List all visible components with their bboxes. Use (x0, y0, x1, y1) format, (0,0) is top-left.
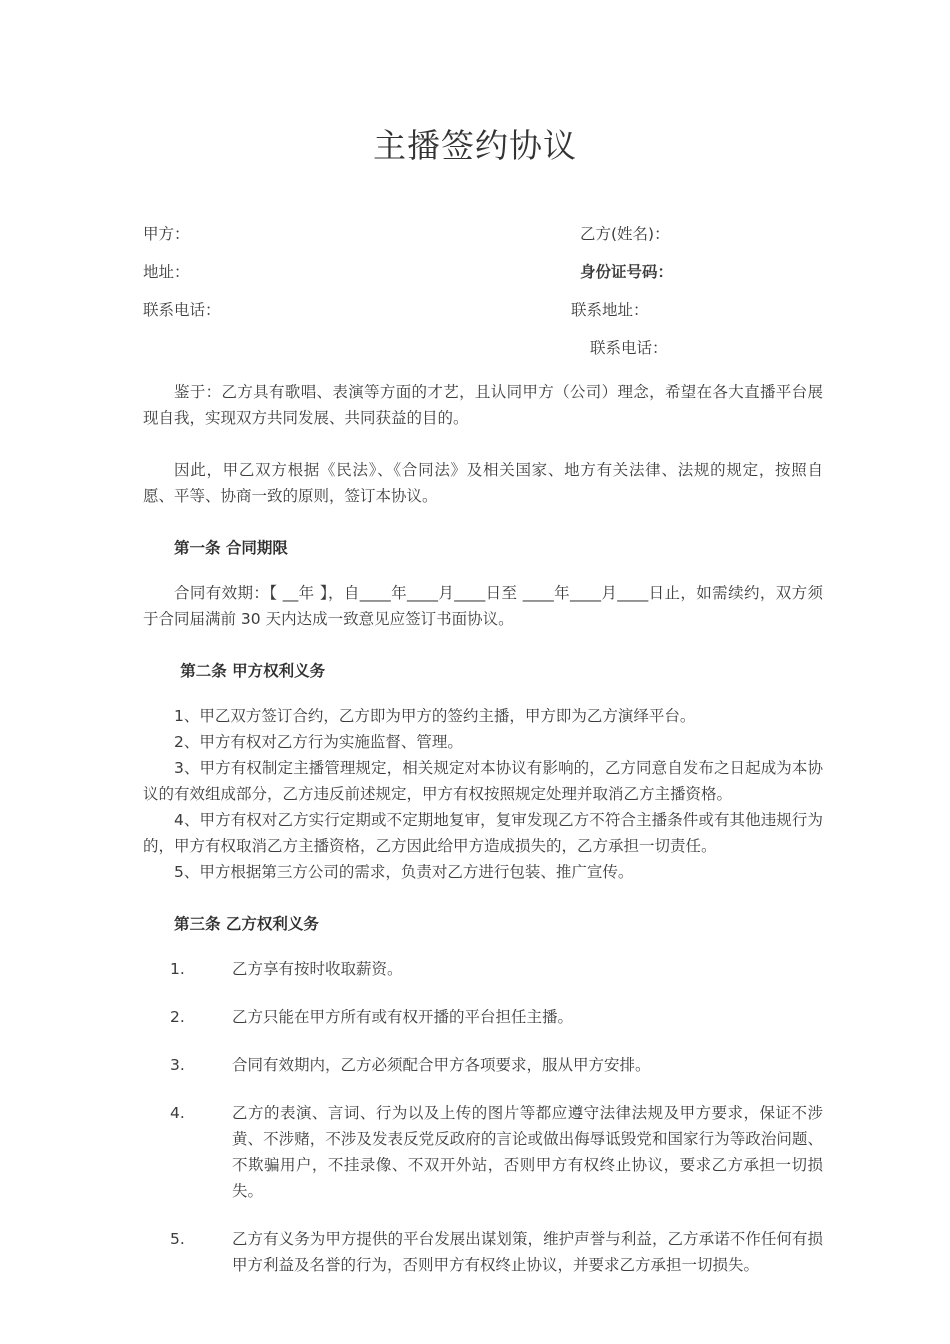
article-2-item: 2、甲方有权对乙方行为实施监督、管理。 (174, 733, 463, 751)
party-information-block (143, 215, 823, 367)
spacer (143, 632, 823, 658)
spacer (143, 509, 823, 535)
list-item (143, 1052, 823, 1078)
list-item (143, 1226, 823, 1278)
list-item-text: 乙方只能在甲方所有或有权开播的平台担任主播。 (232, 1008, 574, 1026)
spacer (143, 431, 823, 457)
spacer (143, 885, 823, 911)
article-1-body: 合同有效期：【 __年 】，自____年____月____日至 ____年____月____日止，如需续约，双方须于合同届满前 30 天内达成一致意见应签订书面协议。 (143, 584, 823, 628)
spacer (143, 937, 823, 956)
list-item-text: 合同有效期内，乙方必须配合甲方各项要求，服从甲方安排。 (232, 1056, 651, 1074)
party-b-contact-phone-label: 联系电话： (590, 339, 668, 357)
party-b-id-number-label: 身份证号码： (580, 263, 674, 281)
list-item-number: 5. (170, 1230, 185, 1248)
article-2-item-list (143, 703, 823, 885)
preamble-paragraph-1: 鉴于：乙方具有歌唱、表演等方面的才艺，且认同甲方（公司）理念，希望在各大直播平台展现自我，实现双方共同发展、共同获益的目的。 (143, 383, 823, 427)
party-row (143, 329, 823, 367)
preamble-paragraph-2: 因此，甲乙双方根据《民法》、《合同法》及相关国家、地方有关法律、法规的规定，按照自愿、平等、协商一致的原则，签订本协议。 (143, 461, 823, 505)
article-2-heading: 第二条 甲方权利义务 (180, 662, 326, 680)
party-b-name-label: 乙方(姓名)： (580, 225, 670, 243)
article-2-item: 4、甲方有权对乙方实行定期或不定期地复审，复审发现乙方不符合主播条件或有其他违规行为的，甲方有权取消乙方主播资格，乙方因此给甲方造成损失的，乙方承担一切责任。 (143, 811, 823, 855)
list-item-number: 1. (170, 960, 185, 978)
article-2-item: 5、甲方根据第三方公司的需求，负责对乙方进行包装、推广宣传。 (174, 863, 634, 881)
list-item-number: 3. (170, 1056, 185, 1074)
article-2-item: 3、甲方有权制定主播管理规定，相关规定对本协议有影响的，乙方同意自发布之日起成为本协议的有效组成部分，乙方违反前述规定，甲方有权按照规定处理并取消乙方主播资格。 (143, 759, 823, 803)
page-title: 主播签约协议 (373, 126, 577, 165)
document-body (143, 379, 823, 1278)
list-item (143, 1100, 823, 1204)
party-row (143, 253, 823, 291)
list-item (143, 956, 823, 982)
article-1-heading: 第一条 合同期限 (174, 539, 288, 557)
article-2-item: 1、甲乙双方签订合约，乙方即为甲方的签约主播，甲方即为乙方演绎平台。 (174, 707, 696, 725)
list-item-text: 乙方的表演、言词、行为以及上传的图片等都应遵守法律法规及甲方要求，保证不涉黄、不涉赌，不涉及发表反党反政府的言论或做出侮辱诋毁党和国家行为等政治问题、不欺骗用户，不挂录像、不双开外站，否则甲方有权终止协议，要求乙方承担一切损失。 (232, 1104, 823, 1200)
list-item (143, 1004, 823, 1030)
article-3-heading: 第三条 乙方权利义务 (174, 915, 319, 933)
article-3-item-list (143, 956, 823, 1278)
list-item-text: 乙方有义务为甲方提供的平台发展出谋划策，维护声誉与利益，乙方承诺不作任何有损甲方利益及名誉的行为，否则甲方有权终止协议，并要求乙方承担一切损失。 (232, 1230, 823, 1274)
party-a-name-label: 甲方： (143, 225, 190, 243)
party-a-address-label: 地址： (143, 263, 190, 281)
spacer (143, 684, 823, 703)
spacer (143, 561, 823, 580)
list-item-number: 4. (170, 1104, 185, 1122)
list-item-number: 2. (170, 1008, 185, 1026)
party-row (143, 215, 823, 253)
party-row (143, 291, 823, 329)
party-b-contact-address-label: 联系地址： (571, 301, 649, 319)
party-a-phone-label: 联系电话： (143, 301, 221, 319)
list-item-text: 乙方享有按时收取薪资。 (232, 960, 403, 978)
